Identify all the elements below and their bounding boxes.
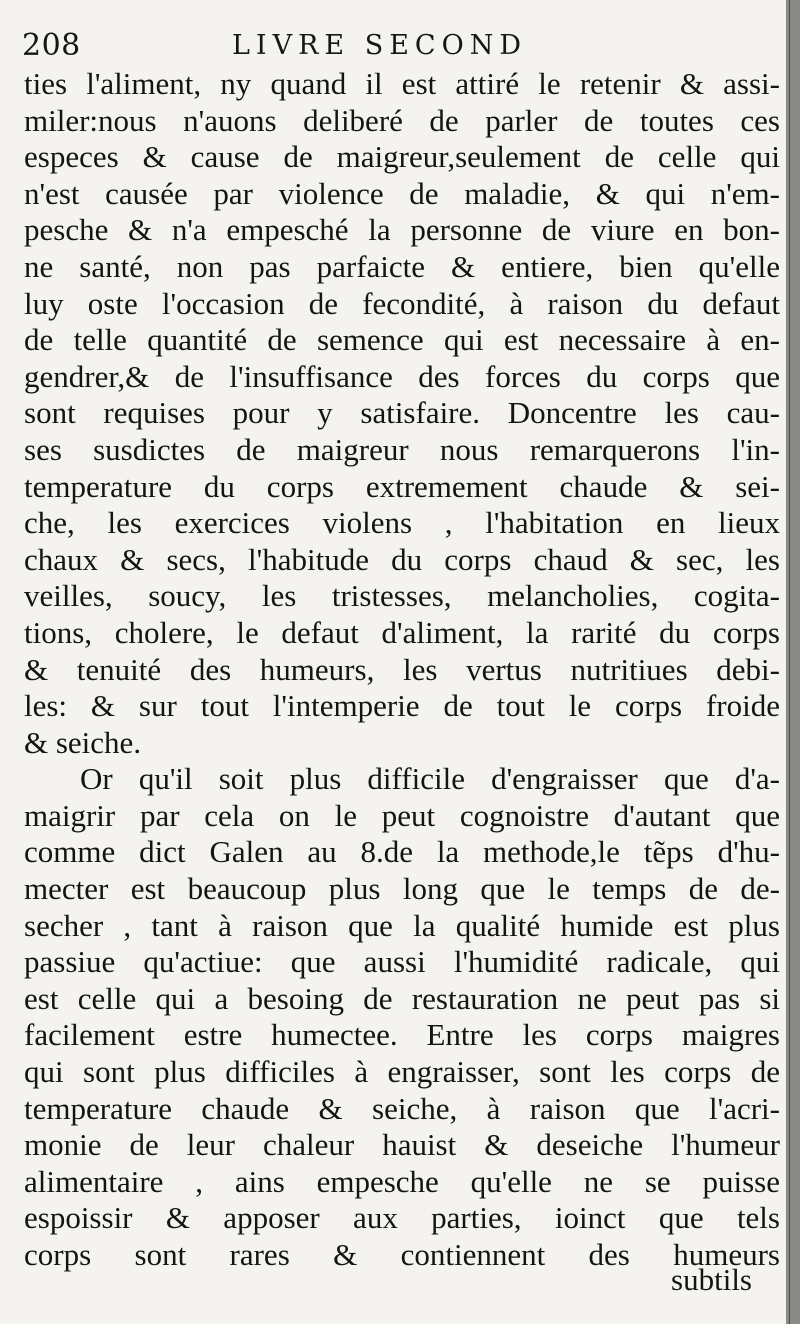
page-number: 208 bbox=[22, 28, 81, 63]
text-line: temperature du corps extremement chaude & sei- bbox=[24, 468, 780, 504]
text-line: ses susdictes de maigreur nous remarquerons l'in- bbox=[24, 431, 780, 467]
text-line: alimentaire , ains empesche qu'elle ne se puisse bbox=[24, 1163, 780, 1199]
text-line: est celle qui a besoing de restauration ne peut pas si bbox=[24, 980, 780, 1016]
body-text bbox=[24, 66, 780, 1274]
text-line: che, les exercices violens , l'habitation en lieux bbox=[24, 505, 780, 541]
running-title: LIVRE SECOND bbox=[232, 30, 527, 61]
text-line: qui sont plus difficiles à engraisser, sont les corps de bbox=[24, 1054, 780, 1090]
text-line: pesche & n'a empesché la personne de viure en bon- bbox=[24, 212, 780, 248]
running-head bbox=[22, 24, 782, 64]
text-line: les: & sur tout l'intemperie de tout le corps froide bbox=[24, 688, 780, 724]
text-line: passiue qu'actiue: que aussi l'humidité radicale, qui bbox=[24, 944, 780, 980]
text-line: chaux & secs, l'habitude du corps chaud & sec, les bbox=[24, 541, 780, 577]
paragraph-first-line: Or qu'il soit plus difficile d'engraisser que d'a- bbox=[80, 761, 780, 797]
text-line: veilles, soucy, les tristesses, melancholies, cogita- bbox=[24, 578, 780, 614]
text-line: & seiche. bbox=[24, 724, 142, 760]
text-line: miler:nous n'auons deliberé de parler de toutes ces bbox=[24, 102, 780, 138]
text-line: comme dict Galen au 8.de la methode,le tẽps d'hu- bbox=[24, 834, 780, 870]
text-line: monie de leur chaleur hauist & deseiche l'humeur bbox=[24, 1127, 780, 1163]
text-line: tions, cholere, le defaut d'aliment, la rarité du corps bbox=[24, 614, 780, 650]
text-line: secher , tant à raison que la qualité humide est plus bbox=[24, 907, 780, 943]
catchword: subtils bbox=[671, 1262, 752, 1297]
text-line: temperature chaude & seiche, à raison que l'acri- bbox=[24, 1090, 780, 1126]
text-line: facilement estre humectee. Entre les corps maigres bbox=[24, 1017, 780, 1053]
text-line: & tenuité des humeurs, les vertus nutritiues debi- bbox=[24, 651, 780, 687]
text-line: corps sont rares & contiennent des humeurs bbox=[24, 1237, 780, 1272]
text-line: especes & cause de maigreur,seulement de celle qui bbox=[24, 139, 780, 175]
text-line: maigrir par cela on le peut cognoistre d'autant que bbox=[24, 797, 780, 833]
text-line: luy oste l'occasion de fecondité, à raison du defaut bbox=[24, 285, 780, 321]
text-line: n'est causée par violence de maladie, & qui n'em- bbox=[24, 175, 780, 211]
text-line: espoissir & apposer aux parties, ioinct que tels bbox=[24, 1200, 780, 1236]
text-line: ne santé, non pas parfaicte & entiere, bien qu'elle bbox=[24, 248, 780, 284]
text-line: sont requises pour y satisfaire. Doncentre les cau- bbox=[24, 395, 780, 431]
text-line: ties l'aliment, ny quand il est attiré le retenir & assi- bbox=[24, 66, 780, 101]
text-line: mecter est beaucoup plus long que le temps de de- bbox=[24, 871, 780, 907]
text-line: gendrer,& de l'insuffisance des forces du corps que bbox=[24, 358, 780, 394]
text-line: de telle quantité de semence qui est necessaire à en- bbox=[24, 322, 780, 358]
page-gutter bbox=[786, 0, 800, 1324]
